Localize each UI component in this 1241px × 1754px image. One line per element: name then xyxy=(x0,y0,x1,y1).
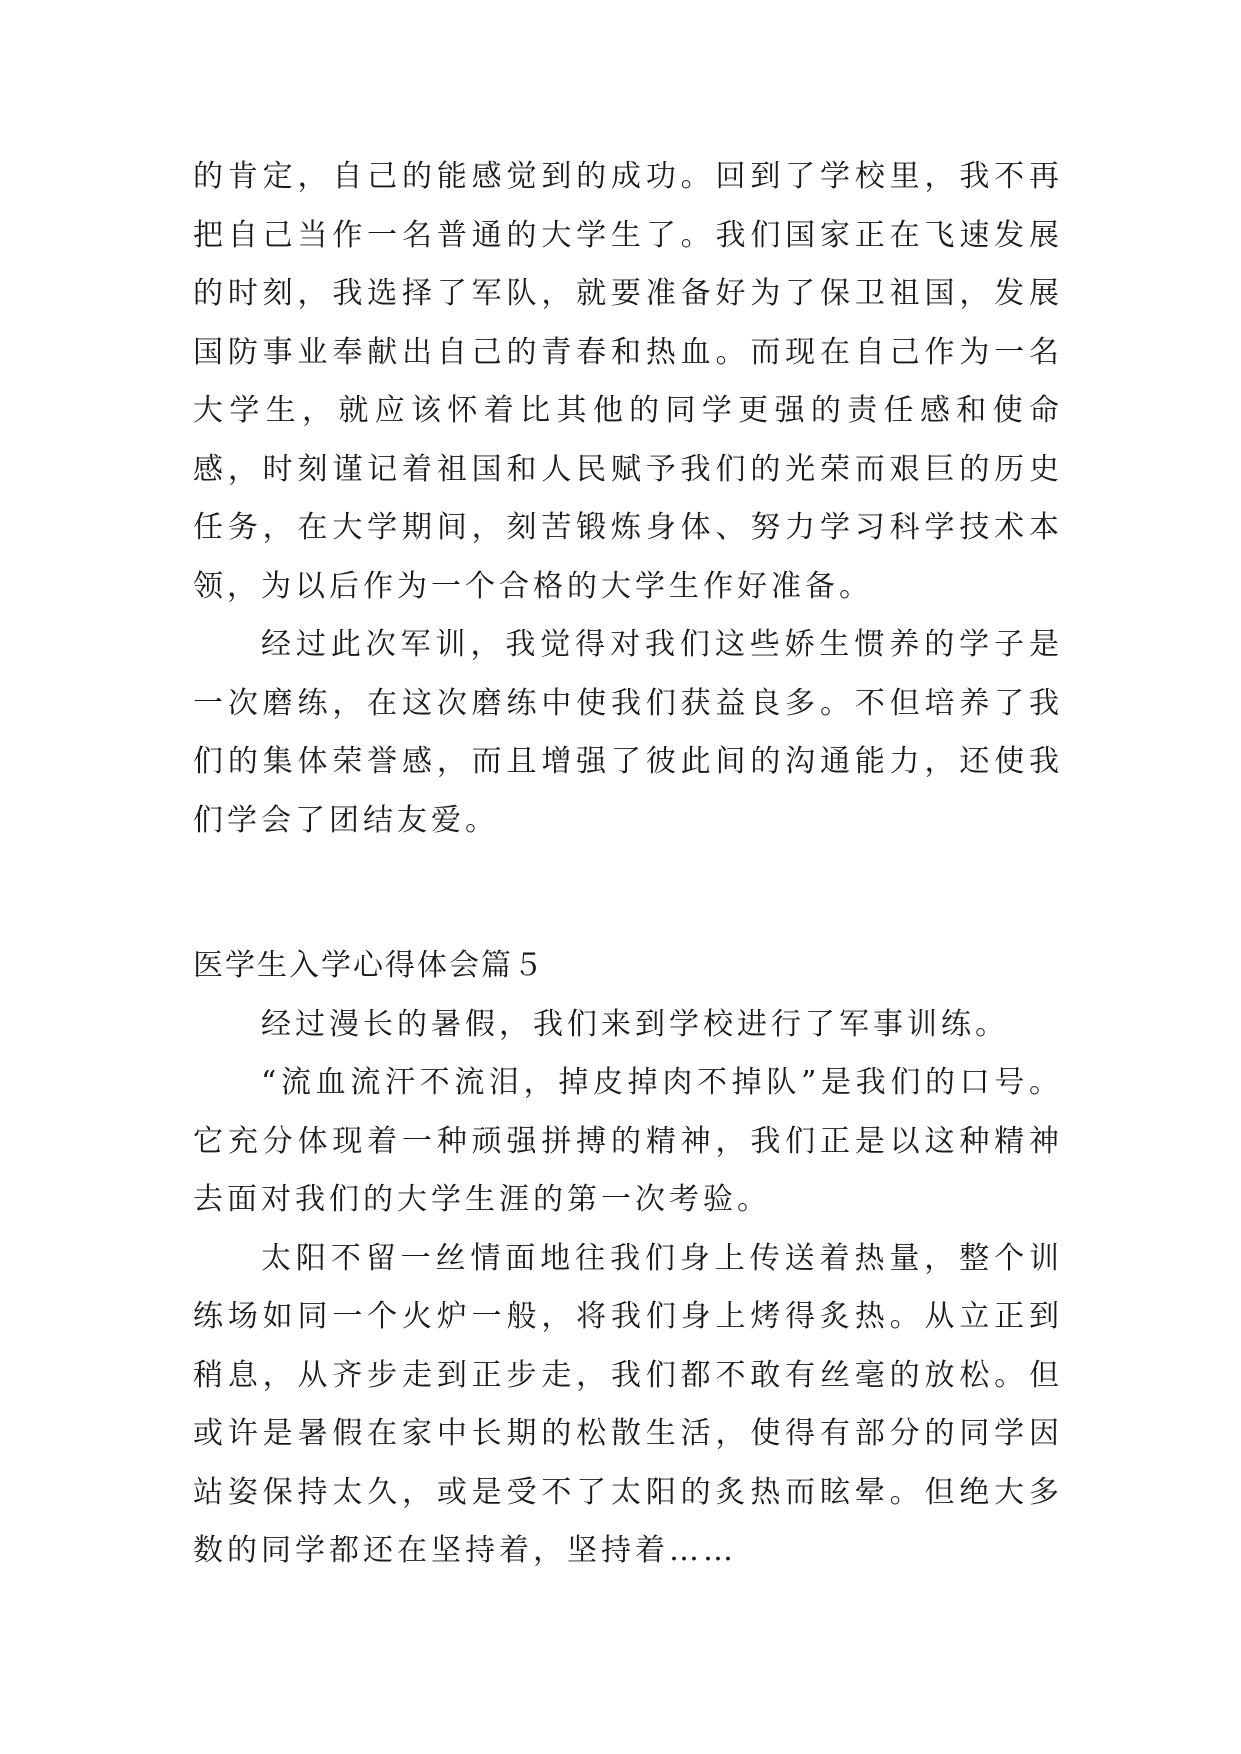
paragraph-training-under-sun: 太阳不留一丝情面地往我们身上传送着热量，整个训练场如同一个火炉一般，将我们身上烤得炙热。从立正到稍息，从齐步走到正步走，我们都不敢有丝毫的放松。但或许是暑假在家中长期的松散生活，使得有部分的同学因站姿保持太久，或是受不了太阳的炙热而眩晕。但绝大多数的同学都还在坚持着，坚持着…… xyxy=(193,1240,1063,1568)
paragraph-continued: 的肯定，自己的能感觉到的成功。回到了学校里，我不再把自己当作一名普通的大学生了。我们国家正在飞速发展的时刻，我选择了军队，就要准备好为了保卫祖国，发展国防事业奉献出自己的青春和热血。而现在自己作为一名大学生，就应该怀着比其他的同学更强的责任感和使命感，时刻谨记着祖国和人民赋予我们的光荣而艰巨的历史任务，在大学期间，刻苦锻炼身体、努力学习科学技术本领，为以后作为一个合格的大学生作好准备。 xyxy=(193,159,1063,604)
document-body xyxy=(193,148,1063,1581)
section-heading: 医学生入学心得体会篇５ xyxy=(193,948,545,983)
section-spacer xyxy=(193,850,1063,937)
paragraph-summer-arrival: 经过漫长的暑假，我们来到学校进行了军事训练。 xyxy=(261,1006,1009,1042)
paragraph-slogan: “流血流汗不流泪，掉皮掉肉不掉队”是我们的口号。它充分体现着一种顽强拼搏的精神，我们正是以这种精神去面对我们的大学生涯的第一次考验。 xyxy=(193,1065,1063,1217)
paragraph-military-training-reflection: 经过此次军训，我觉得对我们这些娇生惯养的学子是一次磨练，在这次磨练中使我们获益良多。不但培养了我们的集体荣誉感，而且增强了彼此间的沟通能力，还使我们学会了团结友爱。 xyxy=(193,627,1063,838)
